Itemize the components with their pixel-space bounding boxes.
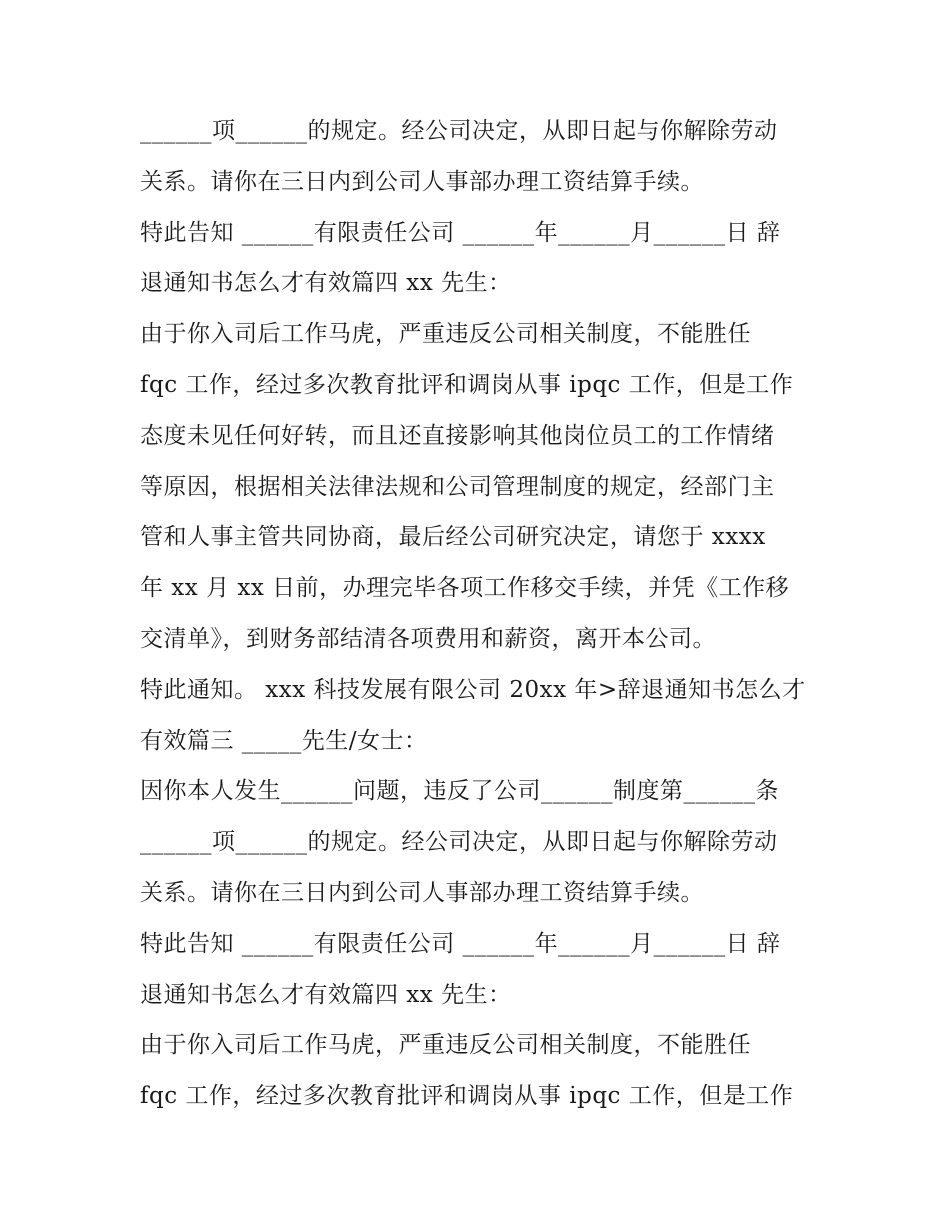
text-line: 因你本人发生______问题，违反了公司______制度第______条 bbox=[140, 778, 779, 805]
text-line: 退通知书怎么才有效篇四 xx 先生： bbox=[140, 981, 512, 1008]
document-body bbox=[140, 106, 820, 1122]
text-line: 年 xx 月 xx 日前，办理完毕各项工作移交手续，并凭《工作移 bbox=[140, 575, 790, 602]
text-line: 关系。请你在三日内到公司人事部办理工资结算手续。 bbox=[140, 168, 704, 195]
text-line: 特此告知 ______有限责任公司 ______年______月______日 辞 bbox=[140, 219, 781, 246]
text-line: 等原因，根据相关法律法规和公司管理制度的规定，经部门主 bbox=[140, 473, 775, 500]
text-line: 特此告知 ______有限责任公司 ______年______月______日 辞 bbox=[140, 930, 781, 957]
text-line: 由于你入司后工作马虎，严重违反公司相关制度，不能胜任 bbox=[140, 1032, 751, 1059]
text-line: fqc 工作，经过多次教育批评和调岗从事 ipqc 工作，但是工作 bbox=[140, 371, 794, 398]
text-line: 关系。请你在三日内到公司人事部办理工资结算手续。 bbox=[140, 879, 704, 906]
text-line: ______项______的规定。经公司决定，从即日起与你解除劳动 bbox=[140, 829, 778, 856]
text-line: 退通知书怎么才有效篇四 xx 先生： bbox=[140, 270, 512, 297]
text-line: ______项______的规定。经公司决定，从即日起与你解除劳动 bbox=[140, 118, 778, 144]
text-line: 由于你入司后工作马虎，严重违反公司相关制度，不能胜任 bbox=[140, 321, 751, 348]
text-line: 有效篇三 _____先生/女士： bbox=[140, 727, 428, 754]
text-line: 交清单》，到财务部结清各项费用和薪资，离开本公司。 bbox=[140, 625, 716, 652]
text-line: fqc 工作，经过多次教育批评和调岗从事 ipqc 工作，但是工作 bbox=[140, 1083, 794, 1110]
text-line: 管和人事主管共同协商，最后经公司研究决定，请您于 xxxx bbox=[140, 524, 766, 551]
text-line: 特此通知。 xxx 科技发展有限公司 20xx 年>辞退通知书怎么才 bbox=[140, 676, 806, 703]
text-line: 态度未见任何好转，而且还直接影响其他岗位员工的工作情绪 bbox=[140, 422, 775, 449]
